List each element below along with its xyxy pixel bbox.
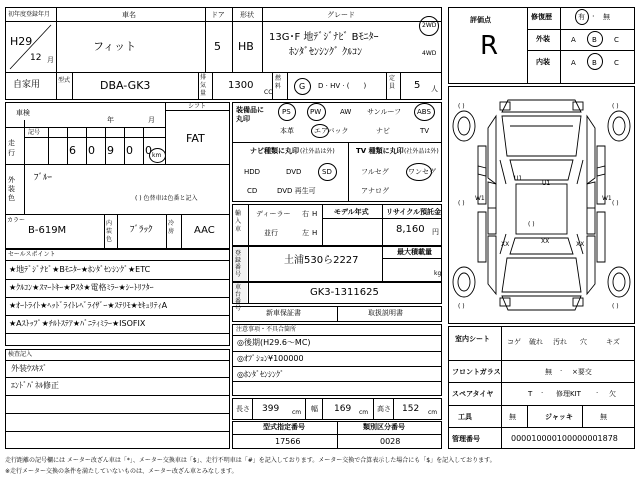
mileage-label: 走行: [8, 139, 15, 157]
svg-text:( ): ( ): [612, 303, 619, 310]
equipment-leather: 本革: [280, 127, 294, 135]
fuel-g: G: [299, 82, 306, 91]
diagram-mark-u1: U1: [542, 180, 551, 187]
exterior-color-note: ( ) 色替車は色番と記入: [135, 195, 198, 202]
first-reg-year: H29: [10, 35, 33, 48]
score-value: R: [480, 31, 499, 61]
inspector-note-line: ｴﾝﾄﾞﾊﾟﾈﾙ修正: [11, 381, 59, 390]
ac: AAC: [194, 225, 215, 236]
navi-sd: SD: [322, 168, 332, 176]
displacement-label: 排気量: [200, 74, 207, 97]
height-label: 高さ: [377, 405, 391, 413]
diagram-mark-xx: XX: [541, 238, 550, 245]
inspection-label: 車検: [16, 109, 30, 117]
max-load-unit: kg: [434, 270, 442, 277]
svg-text:( ): ( ): [528, 221, 535, 228]
front-glass-dot: ·: [560, 367, 563, 375]
tv-fullseg: フルセグ: [361, 168, 389, 176]
drive-4wd: 4WD: [422, 50, 437, 57]
color-code: B-619M: [28, 225, 67, 236]
width-unit: cm: [359, 409, 369, 416]
navi-dvd: DVD: [286, 168, 302, 176]
notes-label: 注意事項・不具合箇所: [236, 326, 297, 333]
diagram-mark-xx: XX: [501, 241, 510, 248]
exterior-color: ﾌﾞﾙｰ: [34, 173, 53, 183]
seat-item: キズ: [606, 338, 620, 346]
equipment-tv: TV: [420, 127, 430, 135]
seat-item: コゲ: [507, 338, 521, 346]
sales-points-label: セールスポイント: [8, 251, 56, 258]
length-label: 長さ: [236, 405, 250, 413]
inspector-note-line: 外装ｳｽｷｽﾞ: [11, 364, 47, 373]
inspector-notes-label: 検査記入: [8, 351, 33, 358]
interior-color: ﾌﾞﾗｯｸ: [130, 225, 153, 235]
mileage-digit-3: 9: [107, 144, 114, 157]
jack-value: 無: [600, 413, 607, 421]
spare-tire-label: スペアタイヤ: [452, 390, 494, 398]
equipment-pw: PW: [310, 108, 322, 116]
ac-label: 冷房: [168, 220, 175, 235]
shape: HB: [238, 40, 254, 53]
fuel-options: D · HV · ( ): [318, 82, 367, 90]
front-glass-replace: ×要交: [572, 368, 592, 376]
svg-text:( ): ( ): [458, 303, 465, 310]
first-reg-month: 12: [30, 53, 42, 63]
interior-seat-label: 室内シート: [455, 335, 490, 343]
model-label: 型式: [58, 77, 71, 84]
type-designation-label: 型式指定番号: [263, 423, 305, 431]
sales-point-line: ★地ﾃﾞｼﾞﾅﾋﾞ★Bﾓﾆﾀｰ★ﾎﾝﾀﾞｾﾝｼﾝｸﾞ★ETC: [9, 265, 151, 274]
height-unit: cm: [428, 409, 438, 416]
equipment-aw: AW: [340, 108, 352, 116]
color-code-label: カラー: [7, 217, 26, 224]
interior-color-label: 内装色: [106, 220, 113, 243]
interior-grade-c: C: [614, 59, 619, 67]
shift: FAT: [186, 132, 205, 145]
import-left: 左: [302, 229, 309, 237]
chassis-number: GK3-1311625: [310, 287, 379, 298]
mileage-digit-5: 0: [145, 144, 152, 157]
equipment-ps: PS: [282, 108, 291, 116]
tv-type-label: TV 種類に丸印: [356, 147, 404, 155]
front-glass-none: 無: [545, 368, 552, 376]
drive-2wd: 2WD: [422, 22, 437, 29]
car-name: フィット: [93, 40, 137, 53]
spare-tire-kit: 修理KIT: [556, 390, 581, 398]
exterior-grade-c: C: [614, 36, 619, 44]
km-unit: km: [152, 152, 162, 159]
navi-type-label: ナビ種類に丸印: [250, 147, 299, 155]
shape-label: 形状: [240, 11, 254, 19]
exterior-grade-label: 外装: [536, 35, 550, 43]
import-handle-l: H: [312, 229, 318, 237]
import-other: 並行: [264, 229, 278, 237]
width-label: 幅: [311, 405, 318, 413]
seat-item: 汚れ: [553, 338, 567, 346]
management-number: 000010000100000001878: [511, 434, 618, 443]
recycle-label: リサイクル預託金: [386, 208, 442, 216]
management-label: 管理番号: [452, 435, 480, 443]
seat-item: 破れ: [529, 338, 543, 346]
doors: 5: [214, 40, 221, 53]
svg-text:( ): ( ): [612, 103, 619, 110]
spare-tire-t: T: [528, 390, 533, 398]
tools-label: 工具: [458, 413, 472, 421]
persons-unit: 人: [431, 85, 438, 93]
airbag-circle: [311, 124, 329, 138]
equipment-abs: ABS: [417, 108, 431, 116]
front-glass-label: フロントガラス: [452, 368, 501, 376]
repair-label: 修復歴: [531, 13, 552, 21]
recycle-amount: 8,160: [396, 224, 425, 235]
warranty-label: 新車保証書: [266, 309, 301, 317]
navi-type-note: (社外品は外): [300, 148, 335, 155]
inspection-month-unit: 月: [148, 116, 155, 124]
manual-label: 取扱説明書: [368, 309, 403, 317]
max-load-label: 最大積載量: [397, 248, 432, 256]
seat-item: 穴: [580, 338, 587, 346]
notes-code-label: 記号: [28, 129, 41, 136]
mileage-digit-2: 0: [88, 144, 95, 157]
equipment-navi: ナビ: [376, 127, 390, 135]
diagram-mark-w1: W1: [602, 195, 612, 202]
exterior-color-label: 外装色: [8, 176, 15, 202]
grade-label: グレード: [327, 11, 355, 19]
equipment-sunroof: サンルーフ: [367, 108, 402, 116]
notes-line: ◎後期(H29.6〜MC): [237, 338, 311, 347]
use-type: 自家用: [13, 80, 41, 90]
class-number-value: 0028: [380, 437, 401, 446]
navi-cd: CD: [247, 187, 258, 195]
shift-label: シフト: [188, 103, 207, 110]
jack-label: ジャッキ: [545, 413, 573, 421]
model: DBA-GK3: [100, 79, 151, 92]
length-value: 399: [262, 404, 280, 414]
inspection-year-unit: 年: [107, 116, 114, 124]
notes-line: ◎ｵﾌﾟｼｮﾝ¥100000: [237, 354, 304, 363]
svg-text:( ): ( ): [458, 103, 465, 110]
footer-note-2: ※走行メーター交換の条件を満たしていないものは、メーター改ざん車とみなします。: [5, 468, 238, 475]
height-value: 152: [402, 404, 420, 414]
repair-no: 無: [603, 13, 610, 21]
class-number-label: 類別区分番号: [363, 423, 405, 431]
tv-oneseg: ワンセグ: [408, 168, 436, 176]
diagram-mark-w1: W1: [475, 195, 485, 202]
navi-hdd: HDD: [244, 168, 261, 176]
car-diagram: [448, 86, 635, 324]
displacement: 1300: [228, 80, 254, 91]
score-label: 評価点: [470, 16, 491, 24]
import-right: 右: [302, 210, 309, 218]
fuel-label: 燃料: [275, 75, 282, 90]
mileage-digit-1: 6: [69, 144, 76, 157]
exterior-grade-a: A: [571, 36, 576, 44]
sales-point-line: ★ｵｰﾄﾗｲﾄ★ﾍｯﾄﾞﾗｲﾄﾚﾍﾞﾗｲｻﾞｰ★ｽﾃﾘﾓ★ｾｷｭﾘﾃｨA: [9, 301, 168, 310]
registration-number: 土浦530ら2227: [284, 255, 359, 266]
doors-label: ドア: [211, 11, 225, 19]
sales-point-line: ★ｸﾙｺﾝ★ｽﾏｰﾄｷｰ★Pｽﾀ★電格ﾐﾗｰ★ｼｰﾄﾘﾌﾀｰ: [9, 283, 154, 292]
tv-type-note: (社外品は外): [404, 148, 439, 155]
sales-point-line: ★Aｽﾄｯﾌﾟ★ﾁﾙﾄｽﾃｱ★ﾊﾞﾆﾃｨﾐﾗｰ★ISOFIX: [9, 319, 146, 328]
tools-value: 無: [509, 413, 516, 421]
capacity: 5: [414, 80, 421, 91]
length-unit: cm: [292, 409, 302, 416]
width-value: 169: [334, 404, 352, 414]
model-year-label: モデル年式: [334, 208, 369, 216]
diagram-mark-xx: XX: [576, 241, 585, 248]
car-name-label: 車名: [122, 11, 136, 19]
diagram-mark-u1: U1: [514, 175, 523, 182]
navi-dvd-play: DVD 再生可: [277, 187, 316, 195]
exterior-grade-b: B: [592, 36, 597, 44]
interior-grade-a: A: [571, 59, 576, 67]
spare-tire-dot: ·: [596, 389, 599, 397]
equipment-airbag: エアバック: [314, 127, 349, 135]
interior-grade-b: B: [592, 59, 597, 67]
svg-text:( ): ( ): [458, 200, 465, 207]
import-label: 輸入車: [235, 210, 242, 233]
registration-label: 登録番号: [235, 250, 242, 278]
tv-analog: アナログ: [361, 187, 389, 195]
mileage-digit-4: 0: [126, 144, 133, 157]
first-reg-month-unit: 月: [47, 56, 54, 64]
repair-dot: ·: [592, 12, 595, 21]
chassis-label: 車台番号: [235, 284, 242, 312]
type-designation-value: 17566: [275, 437, 301, 446]
interior-grade-label: 内装: [536, 58, 550, 66]
first-reg-slash: [5, 21, 56, 72]
grade-line2: ﾎﾝﾀﾞｾﾝｼﾝｸﾞ ｸﾙｺﾝ: [289, 47, 363, 58]
capacity-label: 定員: [389, 75, 396, 90]
equipment-label: 装備品に丸印: [236, 106, 264, 123]
grade-line1: 13G･F 地ﾃﾞｼﾞﾅﾋﾞ Bﾓﾆﾀｰ: [269, 32, 379, 43]
footer-note-1: 走行距離の記号欄には メーター改ざん車は「*」、メーター交換車は「$」、走行不明車は「#」を記入しております。メーター交換で合算表示した場合にも「$」を記入しております。: [5, 457, 496, 464]
import-dealer: ディーラー: [256, 210, 291, 218]
first-reg-label: 初年度登録年月: [8, 11, 51, 18]
repair-yes: 有: [578, 13, 585, 21]
spare-tire-dot: ·: [541, 389, 544, 397]
spare-tire-missing: 欠: [609, 390, 616, 398]
notes-line: ◎ﾎﾝﾀﾞｾﾝｼﾝｸﾞ: [237, 370, 284, 379]
recycle-yen: 円: [432, 228, 439, 236]
cc-unit: CC: [264, 89, 273, 96]
svg-text:( ): ( ): [612, 200, 619, 207]
import-handle-r: H: [312, 210, 318, 218]
